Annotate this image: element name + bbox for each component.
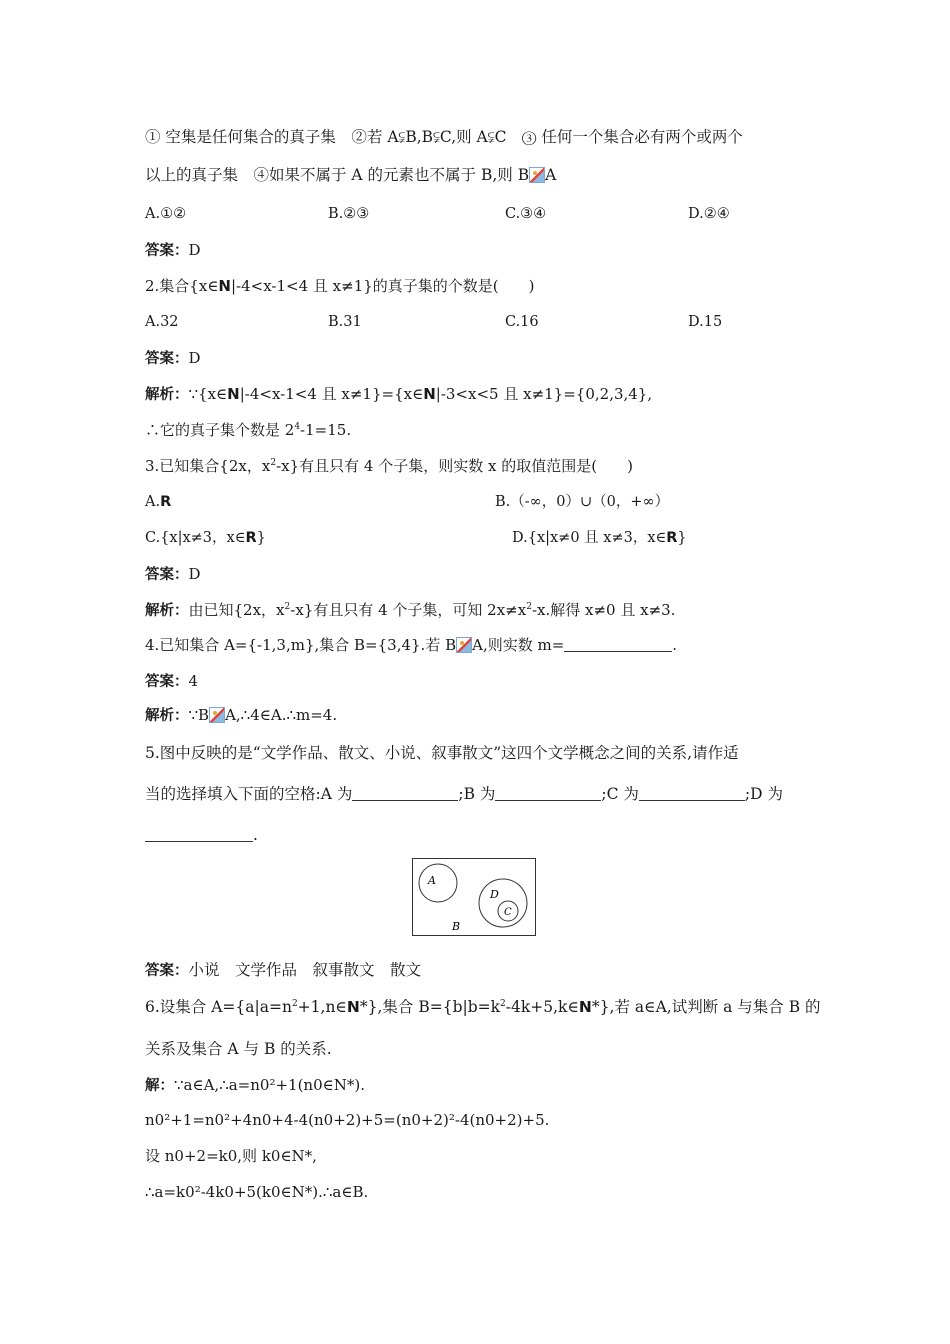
q2-option-a: A.32 [145, 314, 179, 330]
q4-blank[interactable] [564, 637, 672, 652]
q1-option-c: C.③④ [505, 206, 547, 222]
q3-question: 3.已知集合{2x，$x^2-x$}有且只有 4 个子集，则实数 x 的取值范围是( ) [145, 457, 633, 475]
q5-question-line2: 当的选择填入下面的空格:A 为 ;B 为 ;C 为 ;D 为 [145, 785, 783, 803]
q1-option-d: D.②④ [688, 206, 730, 222]
venn-circle-a [419, 864, 457, 902]
broken-image-icon [209, 707, 225, 723]
q6-question-line2: 关系及集合 A 与 B 的关系. [145, 1040, 332, 1058]
q3-option-a: A.R [145, 494, 172, 510]
q5-blank-a[interactable] [352, 786, 458, 801]
q5-question-line3: . [145, 825, 258, 845]
venn-label-d: D [490, 888, 499, 901]
broken-image-icon [456, 637, 472, 653]
q3-option-b: B.（-∞，0）∪（0，+∞） [495, 494, 670, 510]
q5-blank-d[interactable] [145, 827, 253, 842]
q6-solution-4: ∴a=k0²-4k0+5(k0∈N*).∴a∈B. [145, 1183, 369, 1201]
q1-option-a: A.①② [145, 206, 187, 222]
q2-answer: 答案：D [145, 349, 201, 367]
q3-option-c: C.{x|x≠3，x∈R} [145, 530, 266, 546]
q2-option-c: C.16 [505, 314, 539, 330]
venn-label-c: C [504, 907, 512, 918]
venn-label-b: B [452, 920, 461, 933]
q1-statements-line1: ① 空集是任何集合的真子集 ②若 A⫋B,B⫋C,则 A⫋C ③ 任何一个集合必有两个或两个 [145, 128, 743, 146]
q2-question: 2.集合{x∈N|-4<x-1<4 且 x≠1}的真子集的个数是( ) [145, 277, 535, 295]
q5-question-line1: 5.图中反映的是“文学作品、散文、小说、叙事散文”这四个文学概念之间的关系,请作适 [145, 744, 739, 762]
q3-option-d: D.{x|x≠0 且 x≠3，x∈R} [512, 530, 687, 546]
q5-blank-b[interactable] [495, 786, 601, 801]
q3-analysis: 解析：由已知{2x，$x^2-x$}有且只有 4 个子集，可知 $2x\ne x^2-x$.解得 x≠0 且 x≠3. [145, 601, 676, 619]
q2-result: ∴它的真子集个数是 $2^4-1=15$. [145, 421, 352, 439]
q6-solution-1: 解：∵a∈A,∴a=n0²+1(n0∈N*). [145, 1076, 365, 1094]
q1-answer: 答案：D [145, 241, 201, 259]
q6-solution-3: 设 n0+2=k0,则 k0∈N*, [145, 1147, 317, 1165]
q4-analysis: 解析：∵B A,∴4∈A.∴m=4. [145, 706, 338, 724]
q2-option-d: D.15 [688, 314, 723, 330]
q2-option-b: B.31 [328, 314, 362, 330]
q4-answer: 答案：4 [145, 672, 199, 690]
q6-solution-2: n0²+1=n0²+4n0+4-4(n0+2)+5=(n0+2)²-4(n0+2)+5. [145, 1111, 550, 1129]
q5-answer: 答案：小说 文学作品 叙事散文 散文 [145, 961, 422, 979]
venn-box-b [413, 859, 536, 936]
q4-question: 4.已知集合 A={-1,3,m},集合 B={3,4}.若 B A,则实数 m= . [145, 636, 678, 654]
broken-image-icon [529, 167, 545, 183]
q5-blank-c[interactable] [639, 786, 745, 801]
q2-analysis: 解析：∵{x∈N|-4<x-1<4 且 x≠1}={x∈N|-3<x<5 且 x≠1}={0,2,3,4}, [145, 385, 653, 403]
q6-question-line1: 6.设集合 $A=\{a|a=n^2+1,n\in N*\}$,集合 $B=\{b|b=k^2-4k+5,k\in N*\}$,若 a∈A,试判断 a 与集合 B 的 [145, 998, 821, 1016]
venn-diagram [412, 858, 536, 936]
q3-answer: 答案：D [145, 565, 201, 583]
q1-option-b: B.②③ [328, 206, 370, 222]
venn-label-a: A [428, 874, 436, 887]
q1-statements-line2: 以上的真子集 ④如果不属于 A 的元素也不属于 B,则 B A [145, 166, 557, 184]
